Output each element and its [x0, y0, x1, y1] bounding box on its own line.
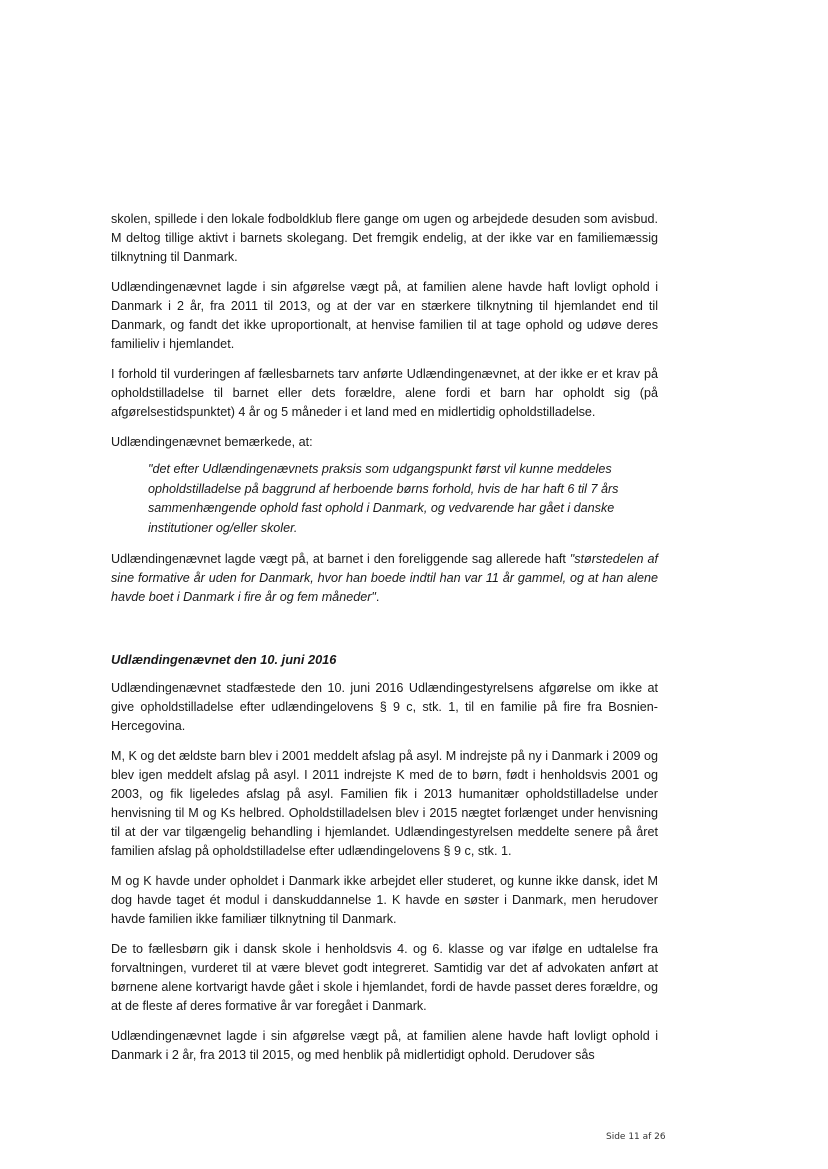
section-paragraph-3: M og K havde under opholdet i Danmark ikke arbejdet eller studeret, og kunne ikke dansk, idet M dog havde taget ét modul i danskuddannelse 1. K havde en søster i Danmark, men herudover havde familien ikke familiær tilknytning til Danmark.: [111, 874, 658, 926]
paragraph-3: I forhold til vurderingen af fællesbarnets tarv anførte Udlændingenævnet, at der ikke er et krav på opholdstilladelse til barnet eller dets forældre, alene fordi et barn har opholdt sig (på afgørelsestidspunktet) 4 år og 5 måneder i et land med en midlertidig opholdstilladelse.: [111, 367, 658, 419]
paragraph-2: Udlændingenævnet lagde i sin afgørelse vægt på, at familien alene havde haft lovligt ophold i Danmark i 2 år, fra 2011 til 2013, og at der var en stærkere tilknytning til hjemlandet end til Danmark, og fandt det ikke uproportionalt, at henvise familien til at tage ophold og udøve deres familieliv i hjemlandet.: [111, 280, 658, 351]
section-heading: Udlændingenævnet den 10. juni 2016: [111, 652, 337, 667]
paragraph-4: Udlændingenævnet bemærkede, at:: [111, 435, 313, 449]
section-paragraph-2: M, K og det ældste barn blev i 2001 meddelt afslag på asyl. M indrejste på ny i Danmark i 2009 og blev igen meddelt afslag på asyl. I 2011 indrejste K med de to børn, født i henholdsvis 2001 og 2003, og fik ligeledes afslag på asyl. Familien fik i 2013 humanitær opholdstilladelse under henvisning til M og Ks helbred. Opholdstilladelsen blev i 2015 nægtet forlænget under henvisning til at der var tilgængelig behandling i hjemlandet. Udlændingestyrelsen meddelte senere på året familien afslag på opholdstilladelse efter udlændingelovens § 9 c, stk. 1.: [111, 749, 658, 858]
section-paragraph-1: Udlændingenævnet stadfæstede den 10. juni 2016 Udlændingestyrelsens afgørelse om ikke at give opholdstilladelse efter udlændingelovens § 9 c, stk. 1, til en familie på fire fra Bosnien-Hercegovina.: [111, 681, 658, 733]
paragraph-1: skolen, spillede i den lokale fodboldklub flere gange om ugen og arbejdede desuden som avisbud. M deltog tillige aktivt i barnets skolegang. Det fremgik endelig, at der ikke var en familiemæssig tilknytning til Danmark.: [111, 212, 658, 264]
block-quote: "det efter Udlændingenævnets praksis som udgangspunkt først vil kunne meddeles opholdstilladelse på baggrund af herboende børns forhold, hvis de har haft 6 til 7 års sammenhængende ophold fast ophold i Danmark, og vedvarende har gået i danske institutioner og/eller skoler.: [148, 462, 619, 535]
document-body: [111, 210, 658, 1076]
section-paragraph-5: Udlændingenævnet lagde i sin afgørelse vægt på, at familien alene havde haft lovligt ophold i Danmark i 2 år, fra 2013 til 2015, og med henblik på midlertidigt ophold. Derudover sås: [111, 1029, 658, 1062]
paragraph-after-quote: [111, 550, 658, 607]
after-quote-tail: .: [375, 590, 380, 604]
page-number: Side 11 af 26: [606, 1132, 666, 1142]
after-quote-quoted: "størstedelen af sine formative år uden for Danmark, hvor han boede indtil han var 11 år gammel, og at han alene havde boet i Danmark i fire år og fem måneder": [111, 552, 658, 604]
section-paragraph-4: De to fællesbørn gik i dansk skole i henholdsvis 4. og 6. klasse og var ifølge en udtalelse fra forvaltningen, vurderet til at være blevet godt integreret. Samtidig var det af advokaten anført at børnene alene kortvarigt havde gået i skole i hjemlandet, fordi de havde passet deres forældre, og at de fleste af deres formative år var foregået i Danmark.: [111, 942, 658, 1013]
after-quote-lead: Udlændingenævnet lagde vægt på, at barnet i den foreliggende sag allerede haft: [111, 552, 570, 566]
